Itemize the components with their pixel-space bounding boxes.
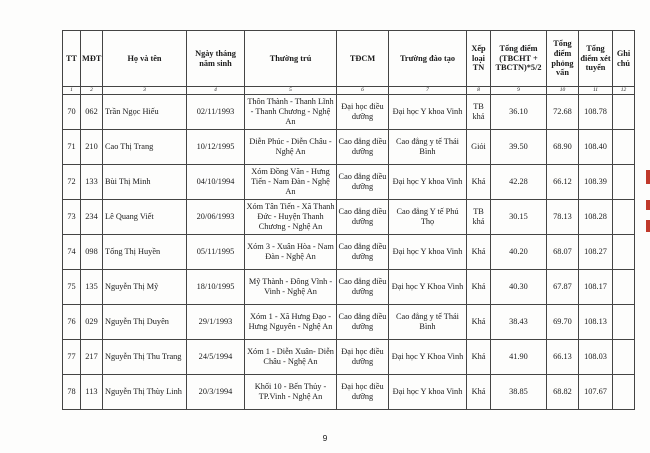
total-score-cell: 108.13 bbox=[579, 305, 613, 340]
column-index: 2 bbox=[81, 87, 103, 95]
note-cell bbox=[613, 130, 635, 165]
row-number-cell: 73 bbox=[63, 200, 81, 235]
column-header: Ngày tháng năm sinh bbox=[187, 31, 245, 87]
candidate-table bbox=[62, 30, 635, 410]
column-header: Xếp loại TN bbox=[467, 31, 491, 87]
address-cell: Xóm 3 - Xuân Hòa - Nam Đàn - Nghệ An bbox=[245, 235, 337, 270]
column-index: 9 bbox=[491, 87, 547, 95]
full-name-cell: Cao Thị Trang bbox=[103, 130, 187, 165]
address-cell: Xóm Tân Tiến - Xã Thanh Đức - Huyện Thanh Chương - Nghệ An bbox=[245, 200, 337, 235]
total-score-cell: 108.78 bbox=[579, 95, 613, 130]
column-header: Tổng điểm xét tuyển bbox=[579, 31, 613, 87]
academic-score-cell: 30.15 bbox=[491, 200, 547, 235]
candidate-code-cell: 217 bbox=[81, 340, 103, 375]
note-cell bbox=[613, 270, 635, 305]
birth-date-cell: 20/06/1993 bbox=[187, 200, 245, 235]
full-name-cell: Nguyễn Thị Mỹ bbox=[103, 270, 187, 305]
note-cell bbox=[613, 165, 635, 200]
interview-score-cell: 68.82 bbox=[547, 375, 579, 410]
birth-date-cell: 05/11/1995 bbox=[187, 235, 245, 270]
table-row bbox=[63, 305, 635, 340]
table-row bbox=[63, 235, 635, 270]
note-cell bbox=[613, 305, 635, 340]
interview-score-cell: 66.13 bbox=[547, 340, 579, 375]
note-cell bbox=[613, 340, 635, 375]
interview-score-cell: 67.87 bbox=[547, 270, 579, 305]
full-name-cell: Trần Ngọc Hiếu bbox=[103, 95, 187, 130]
note-cell bbox=[613, 235, 635, 270]
column-index: 3 bbox=[103, 87, 187, 95]
table-row bbox=[63, 95, 635, 130]
training-school-cell: Đại học Y Khoa Vinh bbox=[389, 270, 467, 305]
birth-date-cell: 24/5/1994 bbox=[187, 340, 245, 375]
candidate-code-cell: 210 bbox=[81, 130, 103, 165]
qualification-cell: Đại học điều dưỡng bbox=[337, 375, 389, 410]
total-score-cell: 108.03 bbox=[579, 340, 613, 375]
address-cell: Xóm 1 - Xã Hưng Đạo - Hưng Nguyên - Nghệ An bbox=[245, 305, 337, 340]
graduation-rank-cell: Khá bbox=[467, 270, 491, 305]
qualification-cell: Cao đẳng điều dưỡng bbox=[337, 200, 389, 235]
row-number-cell: 72 bbox=[63, 165, 81, 200]
total-score-cell: 108.27 bbox=[579, 235, 613, 270]
table-body bbox=[63, 95, 635, 410]
table-row bbox=[63, 200, 635, 235]
candidate-code-cell: 133 bbox=[81, 165, 103, 200]
column-header: Họ và tên bbox=[103, 31, 187, 87]
column-header: MĐT bbox=[81, 31, 103, 87]
note-cell bbox=[613, 375, 635, 410]
total-score-cell: 108.28 bbox=[579, 200, 613, 235]
qualification-cell: Cao đẳng điều dưỡng bbox=[337, 235, 389, 270]
interview-score-cell: 72.68 bbox=[547, 95, 579, 130]
table-row bbox=[63, 340, 635, 375]
academic-score-cell: 36.10 bbox=[491, 95, 547, 130]
academic-score-cell: 41.90 bbox=[491, 340, 547, 375]
column-index: 5 bbox=[245, 87, 337, 95]
birth-date-cell: 18/10/1995 bbox=[187, 270, 245, 305]
full-name-cell: Nguyễn Thị Thùy Linh bbox=[103, 375, 187, 410]
birth-date-cell: 04/10/1994 bbox=[187, 165, 245, 200]
column-index: 6 bbox=[337, 87, 389, 95]
candidate-code-cell: 029 bbox=[81, 305, 103, 340]
row-number-cell: 77 bbox=[63, 340, 81, 375]
row-number-cell: 76 bbox=[63, 305, 81, 340]
address-cell: Xóm 1 - Diễn Xuân- Diễn Châu - Nghệ An bbox=[245, 340, 337, 375]
full-name-cell: Tống Thị Huyền bbox=[103, 235, 187, 270]
graduation-rank-cell: Khá bbox=[467, 340, 491, 375]
birth-date-cell: 20/3/1994 bbox=[187, 375, 245, 410]
note-cell bbox=[613, 200, 635, 235]
graduation-rank-cell: Giỏi bbox=[467, 130, 491, 165]
column-index: 11 bbox=[579, 87, 613, 95]
candidate-code-cell: 098 bbox=[81, 235, 103, 270]
column-index: 4 bbox=[187, 87, 245, 95]
total-score-cell: 108.40 bbox=[579, 130, 613, 165]
address-cell: Thôn Thành - Thanh Lĩnh - Thanh Chương - Nghệ An bbox=[245, 95, 337, 130]
academic-score-cell: 38.85 bbox=[491, 375, 547, 410]
interview-score-cell: 68.07 bbox=[547, 235, 579, 270]
column-header: Trường đào tạo bbox=[389, 31, 467, 87]
academic-score-cell: 42.28 bbox=[491, 165, 547, 200]
column-header: Ghi chú bbox=[613, 31, 635, 87]
training-school-cell: Đại học Y khoa Vinh bbox=[389, 235, 467, 270]
full-name-cell: Nguyễn Thị Duyên bbox=[103, 305, 187, 340]
column-header: Thường trú bbox=[245, 31, 337, 87]
training-school-cell: Cao đẳng y tế Thái Bình bbox=[389, 130, 467, 165]
header-row bbox=[63, 31, 635, 87]
qualification-cell: Cao đẳng điều dưỡng bbox=[337, 270, 389, 305]
full-name-cell: Bùi Thị Minh bbox=[103, 165, 187, 200]
training-school-cell: Đại học Y khoa Vinh bbox=[389, 95, 467, 130]
table-row bbox=[63, 165, 635, 200]
address-cell: Mỹ Thành - Đông Vĩnh - Vinh - Nghệ An bbox=[245, 270, 337, 305]
column-index: 7 bbox=[389, 87, 467, 95]
training-school-cell: Cao đẳng Y tế Phú Thọ bbox=[389, 200, 467, 235]
academic-score-cell: 38.43 bbox=[491, 305, 547, 340]
qualification-cell: Đại học điều dưỡng bbox=[337, 340, 389, 375]
column-header: Tổng điểm phỏng vấn bbox=[547, 31, 579, 87]
academic-score-cell: 39.50 bbox=[491, 130, 547, 165]
birth-date-cell: 29/1/1993 bbox=[187, 305, 245, 340]
full-name-cell: Nguyễn Thị Thu Trang bbox=[103, 340, 187, 375]
training-school-cell: Đại học Y khoa Vinh bbox=[389, 165, 467, 200]
column-index: 1 bbox=[63, 87, 81, 95]
birth-date-cell: 02/11/1993 bbox=[187, 95, 245, 130]
graduation-rank-cell: Khá bbox=[467, 235, 491, 270]
interview-score-cell: 68.90 bbox=[547, 130, 579, 165]
total-score-cell: 108.17 bbox=[579, 270, 613, 305]
edge-stain-mark bbox=[646, 170, 650, 184]
interview-score-cell: 66.12 bbox=[547, 165, 579, 200]
graduation-rank-cell: Khá bbox=[467, 165, 491, 200]
qualification-cell: Cao đẳng điều dưỡng bbox=[337, 165, 389, 200]
candidate-code-cell: 062 bbox=[81, 95, 103, 130]
table-row bbox=[63, 270, 635, 305]
column-index: 10 bbox=[547, 87, 579, 95]
full-name-cell: Lê Quang Viết bbox=[103, 200, 187, 235]
training-school-cell: Đại học Y khoa Vinh bbox=[389, 375, 467, 410]
academic-score-cell: 40.30 bbox=[491, 270, 547, 305]
edge-stain-mark bbox=[646, 200, 650, 210]
address-cell: Khối 10 - Bến Thủy - TP.Vinh - Nghệ An bbox=[245, 375, 337, 410]
academic-score-cell: 40.20 bbox=[491, 235, 547, 270]
edge-stain-mark bbox=[646, 220, 650, 232]
qualification-cell: Cao đẳng điều dưỡng bbox=[337, 305, 389, 340]
table-row bbox=[63, 375, 635, 410]
candidate-code-cell: 113 bbox=[81, 375, 103, 410]
interview-score-cell: 78.13 bbox=[547, 200, 579, 235]
column-header: Tổng điểm (TBCHT + TBCTN)*5/2 bbox=[491, 31, 547, 87]
row-number-cell: 70 bbox=[63, 95, 81, 130]
interview-score-cell: 69.70 bbox=[547, 305, 579, 340]
row-number-cell: 78 bbox=[63, 375, 81, 410]
total-score-cell: 108.39 bbox=[579, 165, 613, 200]
candidate-code-cell: 135 bbox=[81, 270, 103, 305]
graduation-rank-cell: Khá bbox=[467, 375, 491, 410]
column-index: 8 bbox=[467, 87, 491, 95]
row-number-cell: 71 bbox=[63, 130, 81, 165]
address-cell: Diễn Phúc - Diễn Châu - Nghệ An bbox=[245, 130, 337, 165]
birth-date-cell: 10/12/1995 bbox=[187, 130, 245, 165]
address-cell: Xóm Đồng Văn - Hưng Tiến - Nam Đàn - Nghệ An bbox=[245, 165, 337, 200]
graduation-rank-cell: TB khá bbox=[467, 200, 491, 235]
graduation-rank-cell: TB khá bbox=[467, 95, 491, 130]
row-number-cell: 75 bbox=[63, 270, 81, 305]
table-row bbox=[63, 130, 635, 165]
graduation-rank-cell: Khá bbox=[467, 305, 491, 340]
column-header: TĐCM bbox=[337, 31, 389, 87]
column-header: TT bbox=[63, 31, 81, 87]
qualification-cell: Đại học điều dưỡng bbox=[337, 95, 389, 130]
candidate-code-cell: 234 bbox=[81, 200, 103, 235]
column-index: 12 bbox=[613, 87, 635, 95]
training-school-cell: Cao đẳng y tế Thái Bình bbox=[389, 305, 467, 340]
training-school-cell: Đại học Y Khoa Vinh bbox=[389, 340, 467, 375]
page-number: 9 bbox=[322, 433, 328, 443]
note-cell bbox=[613, 95, 635, 130]
index-row bbox=[63, 87, 635, 95]
total-score-cell: 107.67 bbox=[579, 375, 613, 410]
row-number-cell: 74 bbox=[63, 235, 81, 270]
qualification-cell: Cao đẳng điều dưỡng bbox=[337, 130, 389, 165]
